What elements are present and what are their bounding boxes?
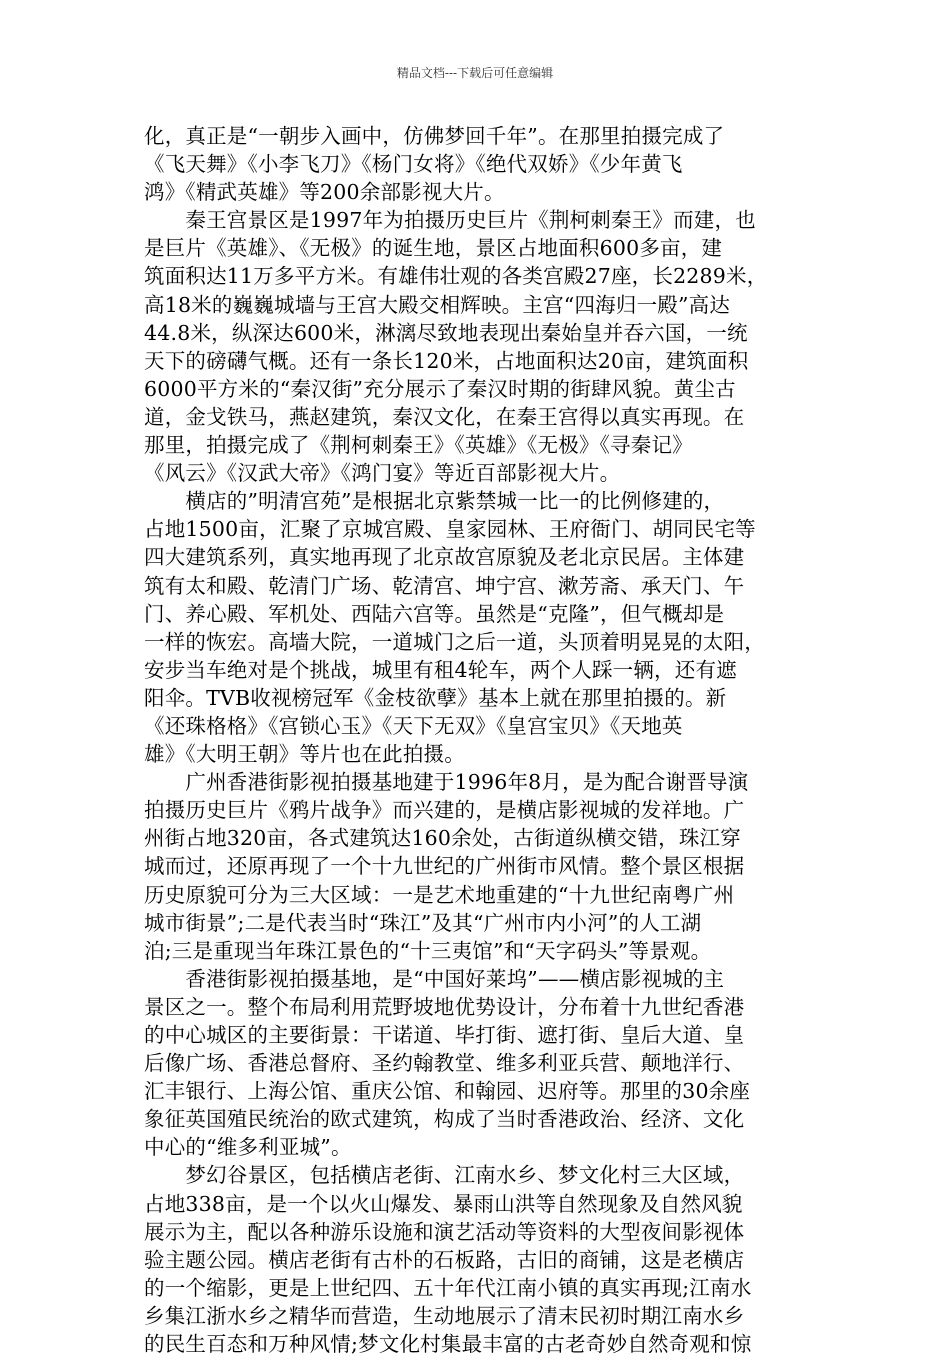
text-line: 《飞天舞》《小李飞刀》《杨门女将》《绝代双娇》《少年黄飞 <box>144 152 683 177</box>
page-header: 精品文档---下载后可任意编辑 <box>396 66 554 80</box>
text-line: 历史原貌可分为三大区域：一是艺术地重建的“十九世纪南粤广州 <box>144 882 735 907</box>
text-line: 的一个缩影，更是上世纪四、五十年代江南小镇的真实再现;江南水 <box>144 1275 752 1300</box>
text-line: 筑面积达11万多平方米。有雄伟壮观的各类宫殿27座，长2289米， <box>144 264 768 289</box>
text-line: 门、养心殿、军机处、西陆六宫等。虽然是“克隆”，但气概却是 <box>144 601 725 626</box>
text-line: 6000平方米的“秦汉街”充分展示了秦汉时期的街肆风貌。黄尘古 <box>144 376 736 401</box>
text-line: 高18米的巍巍城墙与王宫大殿交相辉映。主宫“四海归一殿”高达 <box>144 292 731 317</box>
text-line: 安步当车绝对是个挑战，城里有租4轮车，两个人踩一辆，还有遮 <box>144 657 737 682</box>
text-line: 44.8米，纵深达600米，淋漓尽致地表现出秦始皇并吞六国，一统 <box>144 320 748 345</box>
text-line: 景区之一。整个布局利用荒野坡地优势设计，分布着十九世纪香港 <box>144 994 745 1019</box>
text-line: 展示为主，配以各种游乐设施和演艺活动等资料的大型夜间影视体 <box>144 1219 745 1244</box>
text-line: 乡集江浙水乡之精华而营造，生动地展示了清末民初时期江南水乡 <box>144 1303 745 1328</box>
text-line: 象征英国殖民统治的欧式建筑，构成了当时香港政治、经济、文化 <box>144 1107 745 1132</box>
text-line: 四大建筑系列，真实地再现了北京故宫原貌及老北京民居。主体建 <box>144 545 745 570</box>
text-line: 一样的恢宏。高墙大院，一道城门之后一道，头顶着明晃晃的太阳， <box>144 629 765 654</box>
text-line: 城而过，还原再现了一个十九世纪的广州街市风情。整个景区根据 <box>144 854 745 879</box>
text-line: 是巨片《英雄》、《无极》的诞生地，景区占地面积600多亩，建 <box>144 236 723 261</box>
text-line: 阳伞。TVB收视榜冠军《金枝欲孽》基本上就在那里拍摄的。新 <box>144 685 727 710</box>
text-line: 验主题公园。横店老街有古朴的石板路，古旧的商铺，这是老横店 <box>144 1247 745 1272</box>
text-line: 天下的磅礴气概。还有一条长120米，占地面积达20亩，建筑面积 <box>144 348 749 373</box>
text-line: 筑有太和殿、乾清门广场、乾清宫、坤宁宫、漱芳斋、承天门、午 <box>144 573 745 598</box>
text-line: 香港街影视拍摄基地，是“中国好莱坞”——横店影视城的主 <box>144 966 725 991</box>
text-line: 后像广场、香港总督府、圣约翰教堂、维多利亚兵营、颠地洋行、 <box>144 1051 745 1076</box>
text-line: 横店的”明清宫苑”是根据北京紫禁城一比一的比例修建的， <box>144 489 725 514</box>
text-line: 那里，拍摄完成了《荆柯刺秦王》《英雄》《无极》《寻秦记》 <box>144 433 693 458</box>
text-line: 拍摄历史巨片《鸦片战争》而兴建的，是横店影视城的发祥地。广 <box>144 798 745 823</box>
text-line: 中心的“维多利亚城”。 <box>144 1135 352 1160</box>
text-line: 占地1500亩，汇聚了京城宫殿、皇家园林、王府衙门、胡同民宅等 <box>144 517 756 542</box>
text-line: 道，金戈铁马，燕赵建筑，秦汉文化，在秦王宫得以真实再现。在 <box>144 404 745 429</box>
text-line: 广州香港街影视拍摄基地建于1996年8月，是为配合谢晋导演 <box>144 770 749 795</box>
text-line: 梦幻谷景区，包括横店老街、江南水乡、梦文化村三大区域， <box>144 1163 745 1188</box>
text-line: 汇丰银行、上海公馆、重庆公馆、和翰园、迟府等。那里的30余座 <box>144 1079 751 1104</box>
text-line: 雄》《大明王朝》等片也在此拍摄。 <box>144 742 465 767</box>
text-line: 《还珠格格》《宫锁心玉》《天下无双》《皇宫宝贝》《天地英 <box>144 713 683 738</box>
text-line: 化，真正是“一朝步入画中，仿佛梦回千年”。在那里拍摄完成了 <box>144 124 725 148</box>
text-line: 州街占地320亩，各式建筑达160余处，古街道纵横交错，珠江穿 <box>144 826 741 851</box>
document-body <box>144 122 810 1358</box>
text-line: 的中心城区的主要街景：干诺道、毕打街、遮打街、皇后大道、皇 <box>144 1023 745 1047</box>
text-line: 《风云》《汉武大帝》《鸿门宴》等近百部影视大片。 <box>144 461 621 486</box>
text-line: 泊;三是重现当年珠江景色的“十三夷馆”和“天字码头”等景观。 <box>144 938 712 963</box>
text-line: 占地338亩，是一个以火山爆发、暴雨山洪等自然现象及自然风貌 <box>144 1191 743 1216</box>
text-line: 的民生百态和万种风情;梦文化村集最丰富的古老奇妙自然奇观和惊 <box>144 1332 752 1357</box>
text-line: 秦王宫景区是1997年为拍摄历史巨片《荆柯刺秦王》而建，也 <box>144 208 756 233</box>
text-line: 城市街景”;二是代表当时“珠江”及其“广州市内小河”的人工湖 <box>144 910 702 935</box>
text-line: 鸿》《精武英雄》等200余部影视大片。 <box>144 180 505 205</box>
